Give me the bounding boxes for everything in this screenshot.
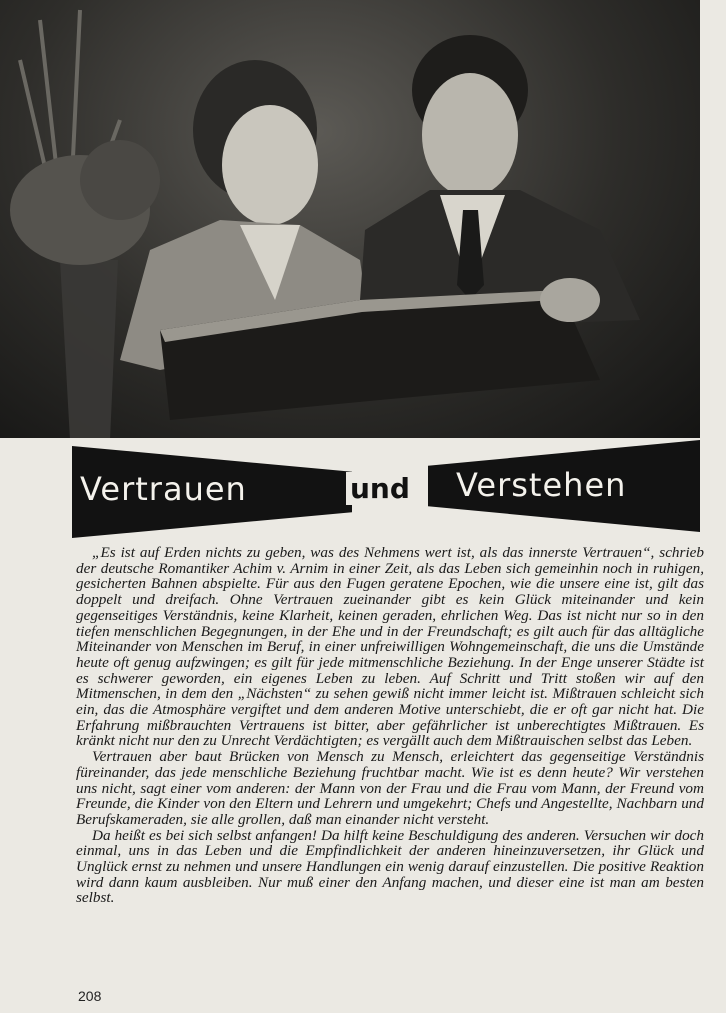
couple-photo xyxy=(0,0,700,438)
page-number: 208 xyxy=(78,988,102,1004)
photo-illustration xyxy=(0,0,700,438)
title-word-vertrauen: Vertrauen xyxy=(80,470,247,508)
title-word-und: und xyxy=(346,472,414,505)
paragraph: Vertrauen aber baut Brücken von Mensch zu Mensch, erleichtert das gegenseitige Verständnis füreinander, das jede menschliche Beziehung fruchtbar macht. Wie ist es denn heute? Wir verstehen uns nicht, sagt einer vom anderen: der Mann von der Frau und die Frau vom Mann, der Freund vom Freunde, die Kinder von den Eltern und Lehrern und umgekehrt; Chefs und Angestellte, Nachbarn und Berufskameraden, sie alle grollen, daß man einander nicht versteht. xyxy=(76,748,704,828)
paragraph: „Es ist auf Erden nichts zu geben, was des Nehmens wert ist, als das innerste Vertrauen“, schrieb der deutsche Romantiker Achim v. Arnim in einer Zeit, als das Leben sich gemeinhin noch in ruhigen, gesicherten Bahnen abspielte. Für aus den Fugen geratene Epochen, wie die unsere eine ist, gilt das doppelt und dreifach. Ohne Vertrauen zueinander gibt es kein Glück miteinander und kein gegenseitiges Verständnis, keine Klarheit, keinen geraden, ehrlichen Weg. Das ist nicht nur so in den tiefen menschlichen Begegnungen, in der Ehe und in der Freundschaft; es gilt auch für das alltägliche Miteinander von Menschen im Beruf, in einer unfreiwilligen Wohngemeinschaft, die uns die Umstände heute oft genug aufzwingen; es gilt für jede mitmenschliche Beziehung. In der Enge unserer Städte ist es schwerer geworden, ein eigenes Leben zu leben. Auf Schritt und Tritt stoßen wir auf den Mitmenschen, in dem den „Nächsten“ zu sehen gewiß nicht immer leicht ist. Mißtrauen schleicht sich ein, das die Atmosphäre vergiftet und dem anderen Motive unterschiebt, die er oft gar nicht hat. Die Erfahrung mißbrauchten Vertrauens ist bitter, aber gefährlicher ist unberechtigtes Mißtrauen. Es kränkt nicht nur den zu Unrecht Verdächtigten; es vergällt auch dem Mißtrauischen selbst das Leben. xyxy=(76,544,704,750)
article-body xyxy=(76,545,704,906)
title-word-verstehen: Verstehen xyxy=(456,466,627,504)
title-banner xyxy=(72,440,702,540)
paragraph: Da heißt es bei sich selbst anfangen! Da hilft keine Beschuldigung des anderen. Versuchen wir doch einmal, uns in das Leben und die Empfindlichkeit der anderen hineinzuversetzen, ihr Glück und Unglück ernst zu nehmen und unsere Handlungen ein wenig darauf einzustellen. Die positive Reaktion wird dann kaum ausbleiben. Nur muß einer den Anfang machen, und dieser eine ist man am besten selbst. xyxy=(76,826,704,907)
